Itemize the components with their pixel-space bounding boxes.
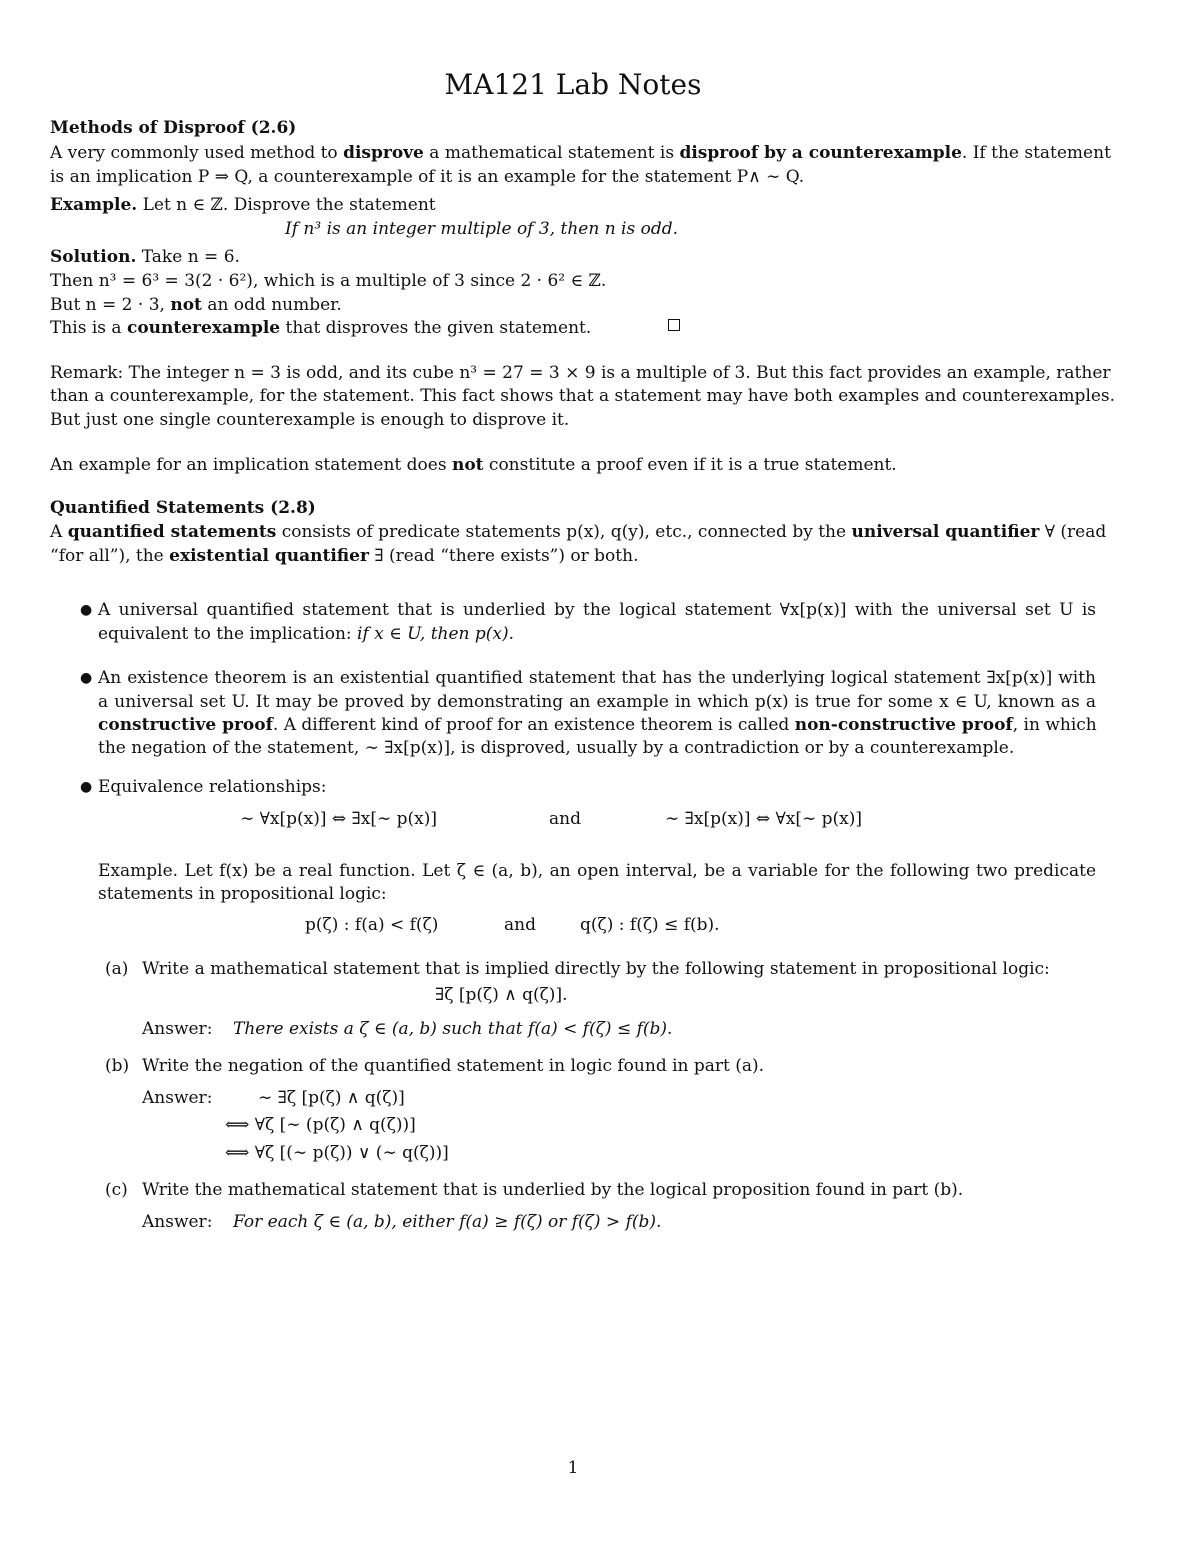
predicate-q: q(ζ) : f(ζ) ≤ f(b). bbox=[580, 915, 720, 935]
text-run: A very commonly used method to bbox=[50, 143, 338, 163]
part-b-label: (b) bbox=[105, 1056, 130, 1076]
bullet-1-line-2 bbox=[98, 623, 1096, 645]
text-run: ∀ (read bbox=[1044, 522, 1107, 542]
section-heading-quantified: Quantified Statements (2.8) bbox=[50, 498, 316, 518]
implication-note bbox=[50, 454, 897, 476]
solution-line-2: Then n³ = 6³ = 3(2 · 6²), which is a multiple of 3 since 2 · 6² ∈ ℤ. bbox=[50, 271, 607, 291]
bold-term-quantified: quantified statements bbox=[67, 522, 277, 542]
solution-line-3 bbox=[50, 294, 342, 316]
equivalence-left: ∼ ∀x[p(x)] ⇔ ∃x[∼ p(x)] bbox=[240, 809, 438, 829]
bold-term-constructive: constructive proof bbox=[98, 715, 273, 735]
quantified-paragraph-line-2 bbox=[50, 545, 638, 567]
disproof-paragraph-line-2: is an implication P ⇒ Q, a counterexample of it is an example for the statement P∧ ∼ Q. bbox=[50, 167, 805, 187]
text-run: constitute a proof even if it is a true statement. bbox=[488, 455, 897, 475]
text-run: . A different kind of proof for an existence theorem is called bbox=[272, 715, 790, 735]
page-number: 1 bbox=[567, 1458, 579, 1478]
example-text: Let n ∈ ℤ. Disprove the statement bbox=[142, 195, 436, 215]
text-run: This is a bbox=[50, 318, 122, 338]
section-heading-disproof: Methods of Disproof (2.6) bbox=[50, 118, 297, 138]
part-a-answer-label: Answer: bbox=[142, 1019, 213, 1039]
text-run: equivalent to the implication: bbox=[98, 624, 352, 644]
solution-text: Take n = 6. bbox=[141, 247, 240, 267]
document-title: MA121 Lab Notes bbox=[444, 68, 702, 101]
part-a-answer bbox=[233, 1018, 672, 1040]
solution-line-1 bbox=[50, 246, 240, 268]
example-2-line-1: Example. Let f(x) be a real function. Let ζ ∈ (a, b), an open interval, be a variable for the following two predicate bbox=[98, 861, 1096, 881]
solution-line-4 bbox=[50, 317, 591, 339]
part-a-formula: ∃ζ [p(ζ) ∧ q(ζ)]. bbox=[435, 985, 568, 1005]
remark-line-3: But just one single counterexample is enough to disprove it. bbox=[50, 410, 570, 430]
text-run: “for all”), the bbox=[50, 546, 164, 566]
quantified-paragraph-line-1 bbox=[50, 521, 1107, 543]
bold-term-disproof: disproof by a counterexample bbox=[679, 143, 962, 163]
disproof-paragraph-line-1 bbox=[50, 142, 1111, 164]
text-run: . If the statement bbox=[961, 143, 1111, 163]
text-run: , in which bbox=[1012, 715, 1097, 735]
text-run: a mathematical statement is bbox=[429, 143, 675, 163]
bold-term-existential: existential quantifier bbox=[169, 546, 369, 566]
bold-term-non-constructive: non-constructive proof bbox=[794, 715, 1013, 735]
bullet-icon: ● bbox=[80, 602, 93, 618]
example-statement bbox=[285, 218, 678, 240]
part-a-answer-text: There exists a ζ ∈ (a, b) such that f(a) < f(ζ) ≤ f(b). bbox=[233, 1019, 673, 1039]
text-run: an odd number. bbox=[207, 295, 342, 315]
bold-term-counterexample: counterexample bbox=[126, 318, 281, 338]
italic-implication: if x ∈ U, then p(x). bbox=[357, 624, 515, 644]
predicate-and: and bbox=[504, 915, 536, 935]
bold-term-disprove: disprove bbox=[343, 143, 424, 163]
bullet-2-line-1: An existence theorem is an existential quantified statement that has the underlying logical statement ∃x[p(x)] with bbox=[98, 668, 1096, 688]
bullet-icon: ● bbox=[80, 670, 93, 686]
bullet-1-line-1: A universal quantified statement that is underlied by the logical statement ∀x[p(x)] with the universal set U is bbox=[98, 600, 1096, 620]
bullet-2-line-2: a universal set U. It may be proved by demonstrating an example in which p(x) is true for some x ∈ U, known as a bbox=[98, 692, 1096, 712]
example-line bbox=[50, 194, 436, 216]
part-b-answer-line-3: ⟺ ∀ζ [(∼ p(ζ)) ∨ (∼ q(ζ))] bbox=[225, 1143, 449, 1163]
part-b-question: Write the negation of the quantified statement in logic found in part (a). bbox=[142, 1056, 765, 1076]
example-label: Example. bbox=[50, 195, 138, 215]
solution-label: Solution. bbox=[50, 247, 137, 267]
bold-term-universal: universal quantifier bbox=[851, 522, 1040, 542]
part-b-answer-line-2: ⟺ ∀ζ [∼ (p(ζ) ∧ q(ζ))] bbox=[225, 1115, 416, 1135]
part-b-answer-label: Answer: bbox=[142, 1088, 213, 1108]
text-run: An example for an implication statement does bbox=[50, 455, 447, 475]
example-statement-text: If n³ is an integer multiple of 3, then n is odd. bbox=[285, 219, 679, 239]
part-c-answer bbox=[233, 1211, 661, 1233]
bullet-icon: ● bbox=[80, 779, 93, 795]
part-a-question: Write a mathematical statement that is implied directly by the following statement in propositional logic: bbox=[142, 959, 1050, 979]
part-c-answer-label: Answer: bbox=[142, 1212, 213, 1232]
text-run: that disproves the given statement. bbox=[285, 318, 592, 338]
part-b-answer-line-1: ∼ ∃ζ [p(ζ) ∧ q(ζ)] bbox=[258, 1088, 405, 1108]
part-a-label: (a) bbox=[105, 959, 129, 979]
equivalence-and: and bbox=[549, 809, 581, 829]
bullet-2-line-3 bbox=[98, 714, 1096, 736]
bullet-2-line-4: the negation of the statement, ∼ ∃x[p(x)], is disproved, usually by a contradiction or by a counterexample. bbox=[98, 738, 1015, 758]
predicate-p: p(ζ) : f(a) < f(ζ) bbox=[305, 915, 439, 935]
text-run: A bbox=[50, 522, 63, 542]
remark-line-2: than a counterexample, for the statement. This fact shows that a statement may have both examples and counterexamples. bbox=[50, 386, 1116, 406]
part-c-label: (c) bbox=[105, 1180, 128, 1200]
equivalence-right: ∼ ∃x[p(x)] ⇔ ∀x[∼ p(x)] bbox=[665, 809, 863, 829]
remark-line-1: Remark: The integer n = 3 is odd, and its cube n³ = 27 = 3 × 9 is a multiple of 3. But this fact provides an example, rather bbox=[50, 363, 1111, 383]
part-c-question: Write the mathematical statement that is underlied by the logical proposition found in part (b). bbox=[142, 1180, 964, 1200]
text-run: ∃ (read “there exists”) or both. bbox=[374, 546, 639, 566]
bold-term-not: not bbox=[451, 455, 484, 475]
part-c-answer-text: For each ζ ∈ (a, b), either f(a) ≥ f(ζ) or f(ζ) > f(b). bbox=[233, 1212, 662, 1232]
bullet-3-line: Equivalence relationships: bbox=[98, 777, 327, 797]
qed-square-icon bbox=[668, 319, 680, 331]
bold-term-not: not bbox=[170, 295, 202, 315]
text-run: consists of predicate statements p(x), q(y), etc., connected by the bbox=[281, 522, 847, 542]
text-run: But n = 2 · 3, bbox=[50, 295, 165, 315]
example-2-line-2: statements in propositional logic: bbox=[98, 884, 387, 904]
